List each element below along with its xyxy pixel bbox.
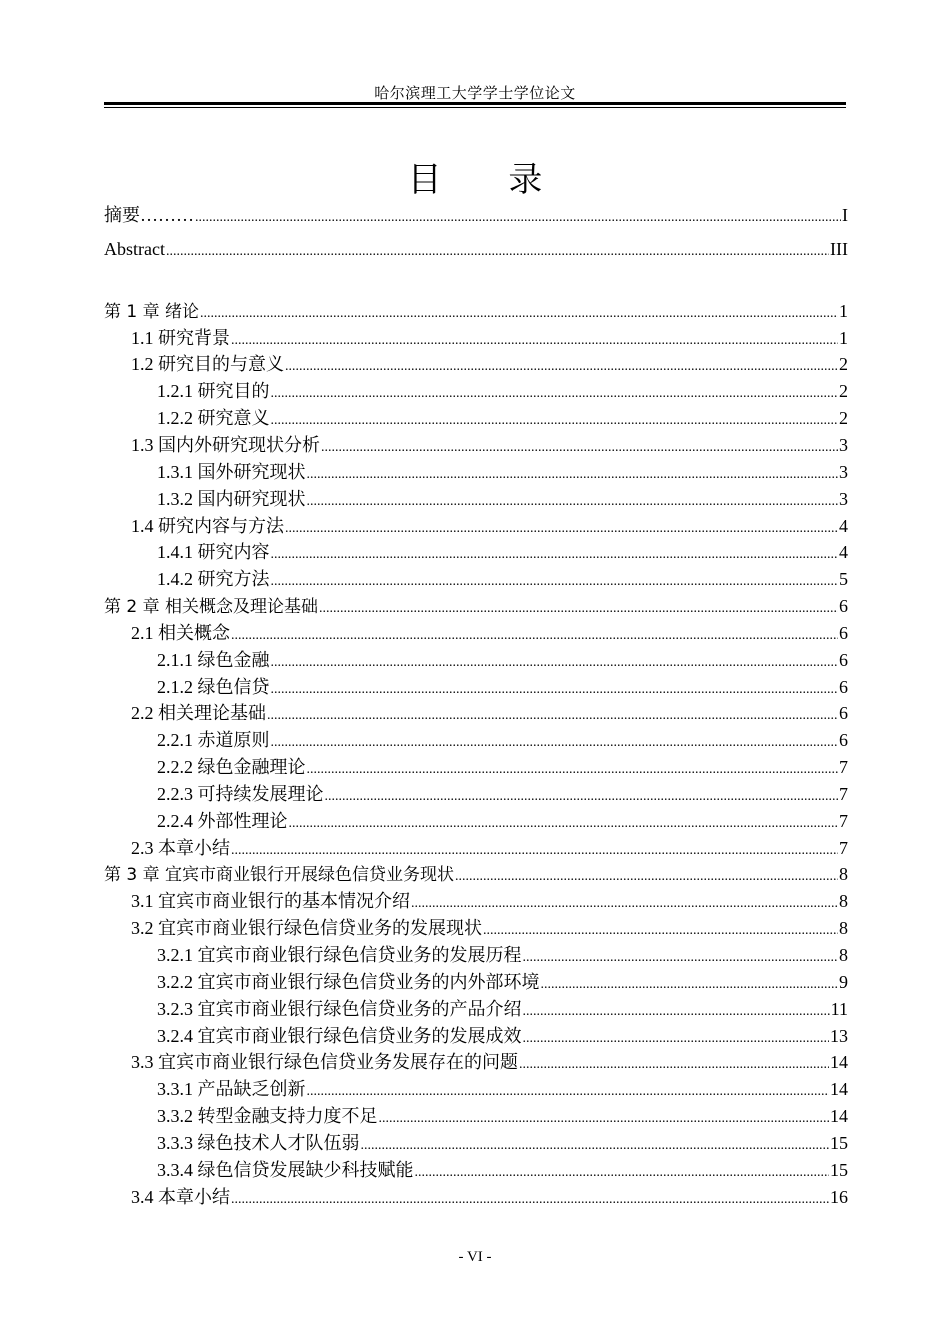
toc-dot-leader — [285, 353, 838, 380]
toc-entry-page: 6 — [839, 703, 848, 723]
toc-dot-leader — [307, 1078, 830, 1105]
toc-dot-leader — [231, 1186, 829, 1213]
toc-dot-leader — [271, 407, 839, 434]
toc-entry[interactable] — [104, 513, 848, 540]
toc-entry-page: 7 — [839, 757, 848, 777]
toc-entry[interactable] — [104, 1130, 848, 1157]
toc-entry[interactable] — [104, 202, 848, 229]
toc-entry-page: 6 — [839, 677, 848, 697]
toc-dot-leader — [195, 204, 841, 231]
toc-dot-leader — [166, 238, 829, 265]
toc-entry-page: 15 — [830, 1160, 848, 1180]
toc-entry[interactable] — [104, 647, 848, 674]
toc-entry-page: 3 — [839, 489, 848, 509]
toc-dot-leader — [483, 917, 838, 944]
toc-entry-label: 2.2 相关理论基础 — [131, 703, 266, 723]
toc-entry[interactable] — [104, 808, 848, 835]
toc-entry[interactable] — [104, 915, 848, 942]
toc-entry-label: 第 1 章 绪论 — [104, 302, 200, 322]
toc-entry-label: 摘要……… — [104, 205, 194, 225]
toc-entry-page: 1 — [839, 301, 848, 321]
toc-dot-leader — [271, 729, 839, 756]
toc-entry[interactable] — [104, 888, 848, 915]
toc-dot-leader — [231, 622, 838, 649]
toc-entry[interactable] — [104, 405, 848, 432]
toc-entry-label: 3.2 宜宾市商业银行绿色信贷业务的发展现状 — [131, 918, 482, 938]
toc-entry[interactable] — [104, 674, 848, 701]
toc-entry[interactable] — [104, 754, 848, 781]
toc-entry-label: 第 3 章 宜宾市商业银行开展绿色信贷业务现状 — [104, 865, 455, 885]
toc-entry-label: 3.3.1 产品缺乏创新 — [157, 1079, 306, 1099]
toc-entry-page: 14 — [830, 1106, 848, 1126]
toc-entry[interactable] — [104, 459, 848, 486]
toc-entry-page: 7 — [839, 838, 848, 858]
toc-dot-leader — [271, 380, 839, 407]
toc-entry-label: 1.2 研究目的与意义 — [131, 354, 284, 374]
toc-entry-label: 2.1.2 绿色信贷 — [157, 677, 270, 697]
toc-entry-label: 3.4 本章小结 — [131, 1187, 230, 1207]
toc-entry-page: 16 — [830, 1187, 848, 1207]
toc-entry-page: 2 — [839, 354, 848, 374]
toc-entry[interactable] — [104, 325, 848, 352]
toc-entry-label: 2.2.4 外部性理论 — [157, 811, 288, 831]
toc-entry[interactable] — [104, 1184, 848, 1211]
page-title: 目 录 — [407, 160, 571, 200]
toc-entry[interactable] — [104, 236, 848, 263]
toc-entry-label: 2.2.2 绿色金融理论 — [157, 757, 306, 777]
toc-dot-leader — [307, 756, 839, 783]
toc-entry-page: 8 — [839, 918, 848, 938]
toc-dot-leader — [379, 1105, 830, 1132]
toc-dot-leader — [231, 837, 838, 864]
toc-entry-page: 6 — [839, 650, 848, 670]
toc-entry-page: 4 — [839, 542, 848, 562]
toc-entry[interactable] — [104, 835, 848, 862]
toc-entry-page: 1 — [839, 328, 848, 348]
toc-entry[interactable] — [104, 861, 848, 888]
toc-entry-label: 1.3.1 国外研究现状 — [157, 462, 306, 482]
toc-entry[interactable] — [104, 298, 848, 325]
running-header: 哈尔滨理工大学学士学位论文 — [374, 86, 576, 102]
toc-entry-page: 6 — [839, 623, 848, 643]
header-rule-thick — [104, 102, 846, 105]
toc-dot-leader — [361, 1132, 830, 1159]
toc-entry-label: 2.3 本章小结 — [131, 838, 230, 858]
toc-dot-leader — [289, 810, 839, 837]
toc-entry[interactable] — [104, 996, 848, 1023]
toc-dot-leader — [321, 434, 838, 461]
toc-entry-label: 第 2 章 相关概念及理论基础 — [104, 597, 319, 617]
toc-dot-leader — [411, 890, 838, 917]
toc-entry-page: 8 — [839, 864, 848, 884]
toc-entry-page: 7 — [839, 784, 848, 804]
toc-entry[interactable] — [104, 539, 848, 566]
toc-dot-leader — [319, 595, 838, 622]
toc-entry[interactable] — [104, 942, 848, 969]
toc-entry-label: 1.3.2 国内研究现状 — [157, 489, 306, 509]
toc-entry[interactable] — [104, 969, 848, 996]
toc-entry-label: 3.3 宜宾市商业银行绿色信贷业务发展存在的问题 — [131, 1052, 518, 1072]
toc-entry-label: 1.2.2 研究意义 — [157, 408, 270, 428]
toc-entry[interactable] — [104, 378, 848, 405]
toc-entry-page: 7 — [839, 811, 848, 831]
toc-dot-leader — [271, 649, 839, 676]
toc-dot-leader — [271, 568, 839, 595]
toc-entry-label: 3.3.4 绿色信贷发展缺少科技赋能 — [157, 1160, 414, 1180]
toc-entry-label: 3.2.2 宜宾市商业银行绿色信贷业务的内外部环境 — [157, 972, 540, 992]
page-number: - VI - — [458, 1249, 492, 1265]
toc-entry[interactable] — [104, 620, 848, 647]
toc-entry-page: 15 — [830, 1133, 848, 1153]
toc-entry[interactable] — [104, 593, 848, 620]
toc-entry[interactable] — [104, 351, 848, 378]
toc-entry-page: 11 — [830, 999, 848, 1019]
toc-entry-label: 3.3.2 转型金融支持力度不足 — [157, 1106, 378, 1126]
toc-entry-page: 6 — [839, 730, 848, 750]
toc-entry[interactable] — [104, 566, 848, 593]
toc-entry-label: 1.1 研究背景 — [131, 328, 230, 348]
toc-entry[interactable] — [104, 781, 848, 808]
toc-entry[interactable] — [104, 1157, 848, 1184]
toc-entry-page: 3 — [839, 462, 848, 482]
toc-entry[interactable] — [104, 1076, 848, 1103]
toc-dot-leader — [267, 702, 838, 729]
header-rule-thin — [104, 107, 846, 108]
toc-entry-page: III — [830, 239, 848, 259]
toc-entry-page: 8 — [839, 945, 848, 965]
toc-entry[interactable] — [104, 1049, 848, 1076]
toc-dot-leader — [541, 971, 839, 998]
toc-dot-leader — [285, 515, 838, 542]
toc-dot-leader — [519, 1051, 829, 1078]
toc-entry-page: 14 — [830, 1079, 848, 1099]
toc-entry[interactable] — [104, 1023, 848, 1050]
toc-entry-page: I — [842, 205, 848, 225]
toc-entry-page: 9 — [839, 972, 848, 992]
toc-entry-label: 3.2.4 宜宾市商业银行绿色信贷业务的发展成效 — [157, 1026, 522, 1046]
toc-dot-leader — [231, 327, 838, 354]
toc-dot-leader — [455, 863, 838, 890]
toc-entry-page: 13 — [830, 1026, 848, 1046]
toc-dot-leader — [307, 461, 839, 488]
toc-dot-leader — [325, 783, 839, 810]
toc-entry[interactable] — [104, 1103, 848, 1130]
toc-dot-leader — [523, 998, 830, 1025]
toc-dot-leader — [307, 488, 839, 515]
toc-entry-label: Abstract — [104, 239, 165, 259]
toc-dot-leader — [523, 1025, 830, 1052]
toc-dot-leader — [523, 944, 839, 971]
toc-entry-page: 3 — [839, 435, 848, 455]
toc-entry[interactable] — [104, 700, 848, 727]
toc-entry-label: 3.3.3 绿色技术人才队伍弱 — [157, 1133, 360, 1153]
toc-entry-label: 1.4.1 研究内容 — [157, 542, 270, 562]
toc-entry-page: 6 — [839, 596, 848, 616]
toc-entry-page: 2 — [839, 381, 848, 401]
toc-entry-label: 2.1.1 绿色金融 — [157, 650, 270, 670]
toc-entry[interactable] — [104, 486, 848, 513]
toc-entry-page: 14 — [830, 1052, 848, 1072]
toc-entry-page: 5 — [839, 569, 848, 589]
toc-entry-label: 1.4.2 研究方法 — [157, 569, 270, 589]
toc-dot-leader — [415, 1159, 830, 1186]
toc-entry-label: 1.2.1 研究目的 — [157, 381, 270, 401]
toc-entry[interactable] — [104, 727, 848, 754]
toc-entry-label: 3.2.3 宜宾市商业银行绿色信贷业务的产品介绍 — [157, 999, 522, 1019]
toc-entry-page: 2 — [839, 408, 848, 428]
toc-dot-leader — [271, 541, 839, 568]
toc-entry-label: 1.3 国内外研究现状分析 — [131, 435, 320, 455]
toc-entry-label: 2.1 相关概念 — [131, 623, 230, 643]
toc-entry-page: 8 — [839, 891, 848, 911]
toc-entry-page: 4 — [839, 516, 848, 536]
toc-entry[interactable] — [104, 432, 848, 459]
toc-dot-leader — [271, 676, 839, 703]
toc-entry-label: 2.2.3 可持续发展理论 — [157, 784, 324, 804]
toc-entry-label: 3.2.1 宜宾市商业银行绿色信贷业务的发展历程 — [157, 945, 522, 965]
toc-entry-label: 1.4 研究内容与方法 — [131, 516, 284, 536]
toc-entry-label: 3.1 宜宾市商业银行的基本情况介绍 — [131, 891, 410, 911]
toc-entry-label: 2.2.1 赤道原则 — [157, 730, 270, 750]
toc-dot-leader — [200, 300, 838, 327]
